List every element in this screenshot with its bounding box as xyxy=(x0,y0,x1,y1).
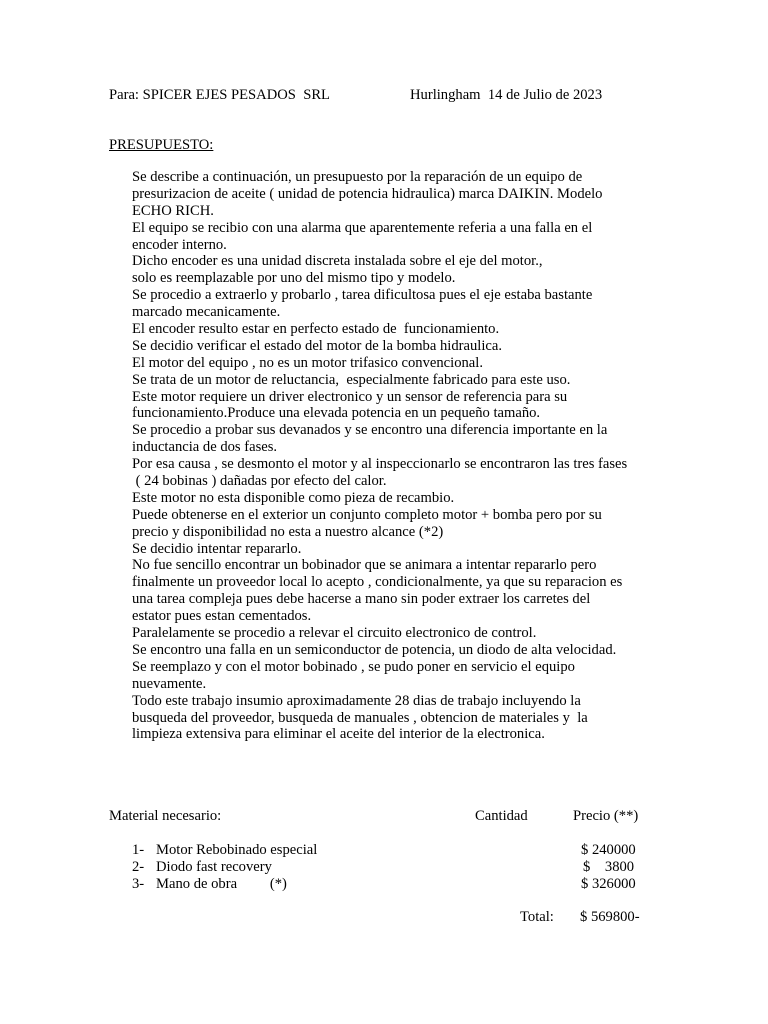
body-line: finalmente un proveedor local lo acepto , condicionalmente, ya que su reparacion es xyxy=(132,574,623,591)
total-label: Total: xyxy=(520,909,554,925)
body-line: No fue sencillo encontrar un bobinador que se animara a intentar repararlo pero xyxy=(132,557,597,574)
material-item-price: $ 240000 xyxy=(581,842,636,858)
material-item-price: $ 326000 xyxy=(581,876,636,892)
price-column-header: Precio (**) xyxy=(573,808,639,824)
body-line: Este motor no esta disponible como pieza de recambio. xyxy=(132,489,455,506)
body-line: una tarea compleja pues debe hacerse a mano sin poder extraer los carretes del xyxy=(132,591,591,608)
body-line: Se trata de un motor de reluctancia, especialmente fabricado para este uso. xyxy=(132,371,571,388)
material-item-description: Motor Rebobinado especial xyxy=(156,842,318,858)
body-line: nuevamente. xyxy=(132,675,207,692)
place-date: Hurlingham 14 de Julio de 2023 xyxy=(410,87,603,103)
body-line: Se procedio a probar sus devanados y se encontro una diferencia importante en la xyxy=(132,422,608,439)
body-line: encoder interno. xyxy=(132,236,227,253)
body-line: Se decidio verificar el estado del motor de la bomba hidraulica. xyxy=(132,337,502,354)
body-line: marcado mecanicamente. xyxy=(132,304,281,321)
body-line: busqueda del proveedor, busqueda de manuales , obtencion de materiales y la xyxy=(132,709,588,726)
material-item-description: Mano de obra (*) xyxy=(156,876,287,892)
body-line: Se describe a continuación, un presupuesto por la reparación de un equipo de xyxy=(132,169,583,185)
body-line: estator pues estan cementados. xyxy=(132,608,312,625)
body-line: inductancia de dos fases. xyxy=(132,439,278,456)
materials-header-label: Material necesario: xyxy=(109,808,222,824)
material-item-number: 1- xyxy=(132,842,145,858)
body-line: precio y disponibilidad no esta a nuestro alcance (*2) xyxy=(132,523,444,540)
body-line: funcionamiento.Produce una elevada potencia en un pequeño tamaño. xyxy=(132,405,541,422)
body-line: Se decidio intentar repararlo. xyxy=(132,540,302,557)
body-line: Se reemplazo y con el motor bobinado , se pudo poner en servicio el equipo xyxy=(132,658,575,675)
body-line: El encoder resulto estar en perfecto estado de funcionamiento. xyxy=(132,321,500,338)
material-item-number: 2- xyxy=(132,859,145,875)
material-item-description: Diodo fast recovery xyxy=(156,859,272,875)
body-line: presurizacion de aceite ( unidad de potencia hidraulica) marca DAIKIN. Modelo xyxy=(132,185,603,202)
body-line: Se procedio a extraerlo y probarlo , tarea dificultosa pues el eje estaba bastante xyxy=(132,287,593,304)
recipient-line: Para: SPICER EJES PESADOS SRL xyxy=(109,87,330,103)
material-item-number: 3- xyxy=(132,876,145,892)
body-line: solo es reemplazable por uno del mismo tipo y modelo. xyxy=(132,270,456,287)
body-line: limpieza extensiva para eliminar el aceite del interior de la electronica. xyxy=(132,726,545,743)
description-paragraph xyxy=(132,169,692,743)
total-value: $ 569800- xyxy=(580,909,640,925)
body-line: Puede obtenerse en el exterior un conjunto completo motor + bomba pero por su xyxy=(132,506,602,523)
body-line: Todo este trabajo insumio aproximadamente 28 dias de trabajo incluyendo la xyxy=(132,692,581,709)
body-line: El motor del equipo , no es un motor trifasico convencional. xyxy=(132,354,483,371)
material-item-price: $ 3800 xyxy=(583,859,635,875)
body-line: Dicho encoder es una unidad discreta instalada sobre el eje del motor., xyxy=(132,253,543,270)
body-line: Paralelamente se procedio a relevar el circuito electronico de control. xyxy=(132,625,537,642)
body-line: ECHO RICH. xyxy=(132,202,214,219)
body-line: El equipo se recibio con una alarma que aparentemente referia a una falla en el xyxy=(132,219,593,236)
body-line: Este motor requiere un driver electronico y un sensor de referencia para su xyxy=(132,388,568,405)
body-line: Se encontro una falla en un semiconductor de potencia, un diodo de alta velocidad. xyxy=(132,641,617,658)
body-line: ( 24 bobinas ) dañadas por efecto del calor. xyxy=(132,473,387,490)
body-line: Por esa causa , se desmonto el motor y al inspeccionarlo se encontraron las tres fases xyxy=(132,456,628,473)
quantity-column-header: Cantidad xyxy=(475,808,528,824)
document-title: PRESUPUESTO: xyxy=(109,137,214,153)
